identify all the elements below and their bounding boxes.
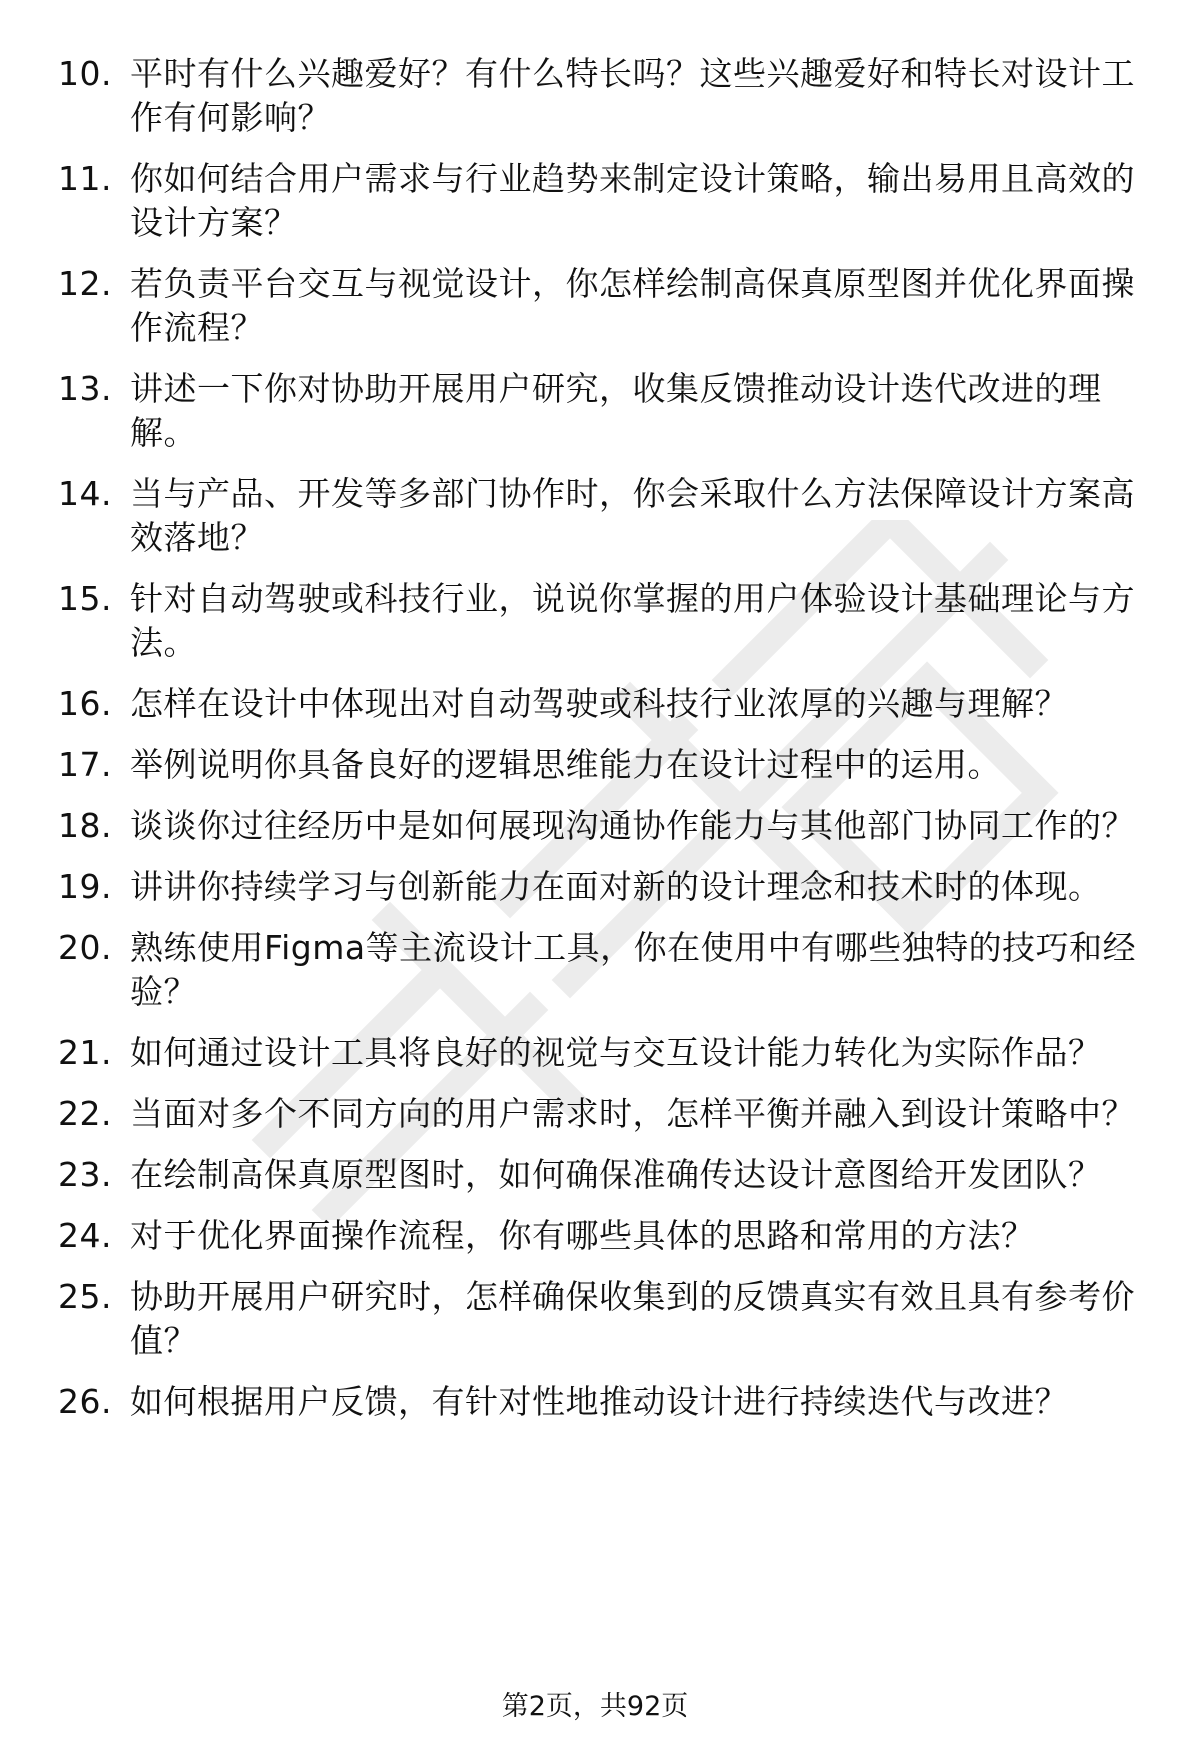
list-item [58, 926, 1148, 1014]
question-text: 当与产品、开发等多部门协作时，你会采取什么方法保障设计方案高效落地？ [130, 474, 1135, 557]
question-number: 10. [58, 54, 112, 93]
question-number: 26. [58, 1382, 112, 1421]
question-number: 25. [58, 1277, 112, 1316]
question-number: 16. [58, 684, 112, 723]
list-item [58, 262, 1148, 350]
list-item [58, 1031, 1148, 1075]
question-text: 针对自动驾驶或科技行业，说说你掌握的用户体验设计基础理论与方法。 [130, 579, 1135, 662]
question-number: 11. [58, 159, 112, 198]
question-text: 若负责平台交互与视觉设计，你怎样绘制高保真原型图并优化界面操作流程？ [130, 264, 1135, 347]
question-text: 当面对多个不同方向的用户需求时，怎样平衡并融入到设计策略中？ [130, 1094, 1135, 1133]
list-item [58, 1380, 1148, 1424]
question-text: 举例说明你具备良好的逻辑思维能力在设计过程中的运用。 [130, 745, 1001, 784]
list-item [58, 804, 1148, 848]
list-item [58, 577, 1148, 665]
question-text: 协助开展用户研究时，怎样确保收集到的反馈真实有效且具有参考价值？ [130, 1277, 1135, 1360]
page-number-footer: 第2页，共92页 [501, 1691, 689, 1722]
question-number: 24. [58, 1216, 112, 1255]
list-item [58, 743, 1148, 787]
question-text: 讲述一下你对协助开展用户研究，收集反馈推动设计迭代改进的理解。 [130, 369, 1102, 452]
question-number: 20. [58, 928, 112, 967]
list-item [58, 1092, 1148, 1136]
question-text: 谈谈你过往经历中是如何展现沟通协作能力与其他部门协同工作的？ [130, 806, 1135, 845]
list-item [58, 367, 1148, 455]
list-item [58, 157, 1148, 245]
question-text: 如何根据用户反馈，有针对性地推动设计进行持续迭代与改进？ [130, 1382, 1068, 1421]
question-text: 平时有什么兴趣爱好？有什么特长吗？这些兴趣爱好和特长对设计工作有何影响？ [130, 54, 1135, 137]
question-text: 怎样在设计中体现出对自动驾驶或科技行业浓厚的兴趣与理解？ [130, 684, 1068, 723]
list-item [58, 52, 1148, 140]
question-text: 讲讲你持续学习与创新能力在面对新的设计理念和技术时的体现。 [130, 867, 1102, 906]
question-number: 22. [58, 1094, 112, 1133]
question-number: 12. [58, 264, 112, 303]
question-text: 你如何结合用户需求与行业趋势来制定设计策略，输出易用且高效的设计方案？ [130, 159, 1135, 242]
question-number: 19. [58, 867, 112, 906]
list-item [58, 472, 1148, 560]
list-item [58, 682, 1148, 726]
list-item [58, 1214, 1148, 1258]
question-list [58, 52, 1148, 1441]
question-number: 17. [58, 745, 112, 784]
question-text: 熟练使用Figma等主流设计工具，你在使用中有哪些独特的技巧和经验？ [130, 928, 1137, 1011]
question-text: 在绘制高保真原型图时，如何确保准确传达设计意图给开发团队？ [130, 1155, 1102, 1194]
question-text: 对于优化界面操作流程，你有哪些具体的思路和常用的方法？ [130, 1216, 1035, 1255]
list-item [58, 1153, 1148, 1197]
list-item [58, 865, 1148, 909]
question-number: 13. [58, 369, 112, 408]
question-number: 23. [58, 1155, 112, 1194]
question-number: 21. [58, 1033, 112, 1072]
question-text: 如何通过设计工具将良好的视觉与交互设计能力转化为实际作品？ [130, 1033, 1102, 1072]
question-number: 15. [58, 579, 112, 618]
question-number: 14. [58, 474, 112, 513]
list-item [58, 1275, 1148, 1363]
question-number: 18. [58, 806, 112, 845]
